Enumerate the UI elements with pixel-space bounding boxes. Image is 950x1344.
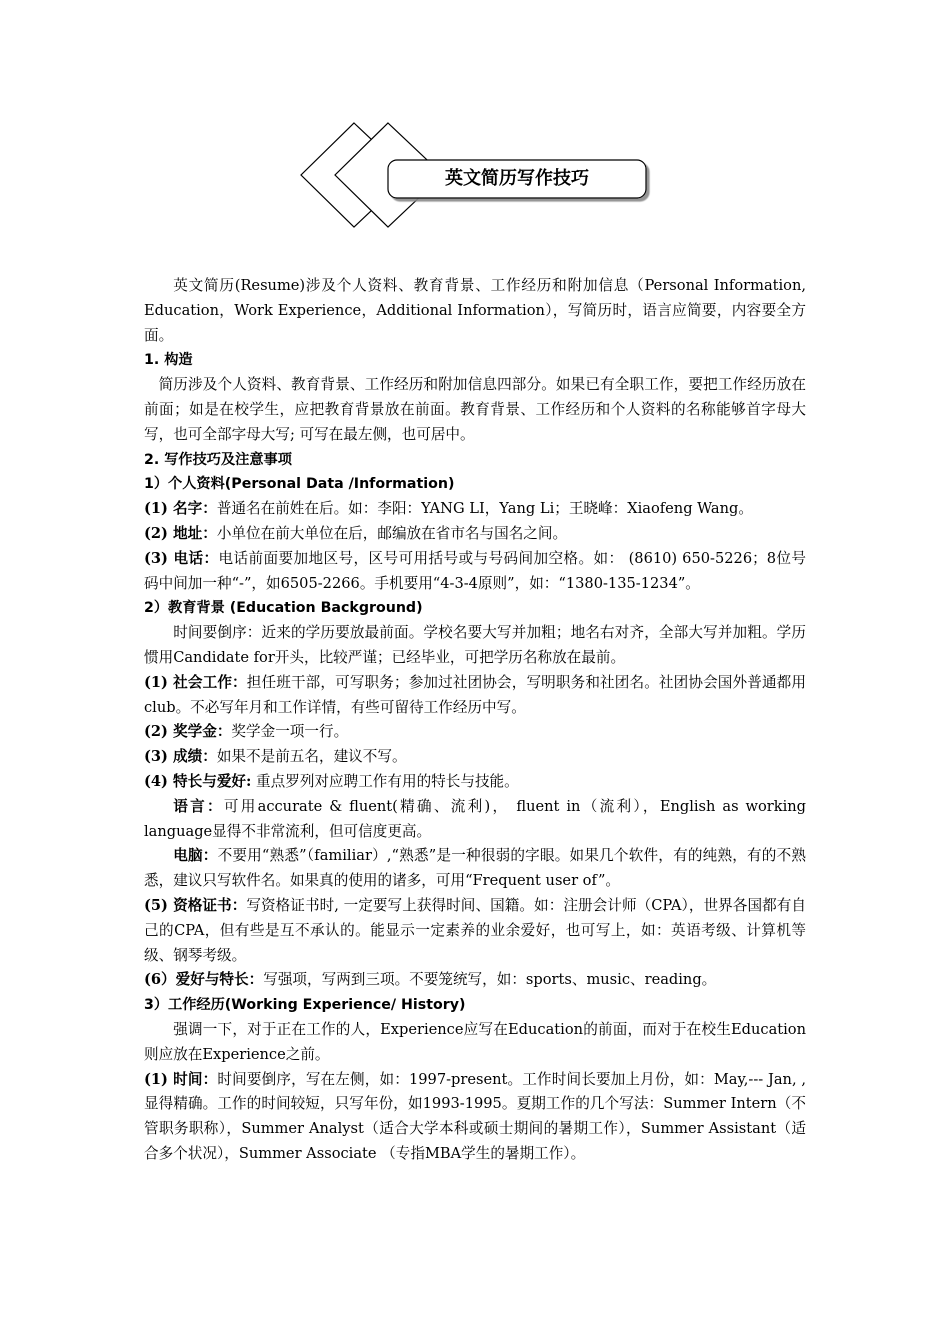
- scholarship-item: [144, 720, 806, 745]
- hobby-item: [144, 968, 806, 993]
- scholarship-text: 奖学金一项一行。: [231, 723, 349, 741]
- name-text: 普通名在前姓在后。如：李阳：YANG LI，Yang Li；王晓峰：Xiaofeng Wang。: [216, 500, 753, 518]
- grades-label: (3) 成绩：: [144, 748, 217, 766]
- phone-item: [144, 547, 806, 597]
- hobby-text: 写强项，写两到三项。不要笼统写，如：sports、music、reading。: [263, 971, 717, 989]
- social-work-label: (1) 社会工作：: [144, 673, 247, 691]
- time-text: 时间要倒序，写在左侧，如：1997-present。工作时间长要加上月份，如：May,--- Jan, , 显得精确。工作的时间较短，只写年份，如1993-1995。夏期工作的几个写法：Summer Intern（不管职务职称），Summer Analyst（适合大学本科或硕士期间的暑期工作），Summer Assistant（适合多个状况），Summer Associate （专指MBA学生的暑期工作）。: [144, 1070, 807, 1162]
- social-work-item: [144, 671, 806, 721]
- page-title: 英文简历写作技巧: [445, 168, 589, 189]
- work-experience-intro: 强调一下，对于正在工作的人，Experience应写在Education的前面，而对于在校生Education则应放在Experience之前。: [144, 1020, 806, 1063]
- language-item: [144, 795, 806, 845]
- personal-data-heading: 1）个人资料(Personal Data /Information): [144, 476, 455, 493]
- address-text: 小单位在前大单位在后，邮编放在省市名与国名之间。: [216, 524, 568, 542]
- phone-text: 电话前面要加地区号，区号可用括号或与号码间加空格。如： (8610) 650-5226；8位号码中间加一种“-”，如6505-2266。手机要用“4-3-4原则”，如：“1380-135-1234”。: [144, 549, 806, 592]
- address-label: (2) 地址：: [144, 524, 217, 542]
- language-text: 可用accurate & fluent(精确、流利)， fluent in（流利），English as working language显得不非常流利，但可信度更高。: [144, 797, 806, 840]
- title-banner: [298, 118, 658, 230]
- section-1-body: 简历涉及个人资料、教育背景、工作经历和附加信息四部分。如果已有全职工作，要把工作经历放在前面；如是在校学生，应把教育背景放在前面。教育背景、工作经历和个人资料的名称能够首字母大写，也可全部字母大写; 可写在最左侧，也可居中。: [144, 376, 806, 443]
- skills-label: (4) 特长与爱好:: [144, 772, 252, 790]
- skills-item: [144, 770, 806, 795]
- section-1-heading: 1. 构造: [144, 352, 193, 369]
- section-2-heading: 2. 写作技巧及注意事项: [144, 451, 292, 468]
- scholarship-label: (2) 奖学金：: [144, 723, 232, 741]
- intro-paragraph: 英文简历(Resume)涉及个人资料、教育背景、工作经历和附加信息（Personal Information, Education，Work Experience，Additional Information），写简历时，语言应简要，内容要全方面。: [144, 277, 806, 344]
- document-body: [144, 274, 806, 1167]
- education-intro: 时间要倒序：近来的学历要放最前面。学校名要大写并加粗；地名右对齐，全部大写并加粗。学历惯用Candidate for开头，比较严谨；已经毕业，可把学历名称放在最前。: [144, 624, 806, 666]
- computer-text: 不要用“熟悉”（familiar）,“熟悉”是一种很弱的字眼。如果几个软件，有的纯熟，有的不熟悉，建议只写软件名。如果真的使用的诸多，可用“Frequent user of”。: [144, 847, 806, 890]
- certificate-text: 写资格证书时, 一定要写上获得时间、国籍。如：注册会计师（CPA），世界各国都有自己的CPA，但有些是互不承认的。能显示一定素养的业余爱好，也可写上，如：英语考级、计算机等级、钢琴考级。: [144, 896, 806, 964]
- language-label: 语言：: [173, 797, 224, 815]
- hobby-label: (6）爱好与特长：: [144, 971, 264, 989]
- name-item: [144, 497, 806, 522]
- computer-label: 电脑：: [173, 847, 218, 865]
- address-item: [144, 522, 806, 547]
- social-work-text: 担任班干部，可写职务；参加过社团协会，写明职务和社团名。社团协会国外普通都用club。不必写年月和工作详情，有些可留待工作经历中写。: [144, 673, 806, 716]
- name-label: (1) 名字：: [144, 500, 217, 518]
- grades-item: [144, 745, 806, 770]
- time-item: [144, 1068, 806, 1167]
- certificate-label: (5) 资格证书：: [144, 896, 247, 914]
- computer-item: [144, 844, 806, 894]
- time-label: (1) 时间：: [144, 1070, 218, 1088]
- phone-label: (3) 电话：: [144, 549, 219, 567]
- education-heading: 2）教育背景 (Education Background): [144, 600, 423, 617]
- grades-text: 如果不是前五名，建议不写。: [216, 748, 407, 766]
- certificate-item: [144, 894, 806, 968]
- skills-text: 重点罗列对应聘工作有用的特长与技能。: [251, 772, 519, 790]
- work-experience-heading: 3）工作经历(Working Experience/ History): [144, 997, 466, 1014]
